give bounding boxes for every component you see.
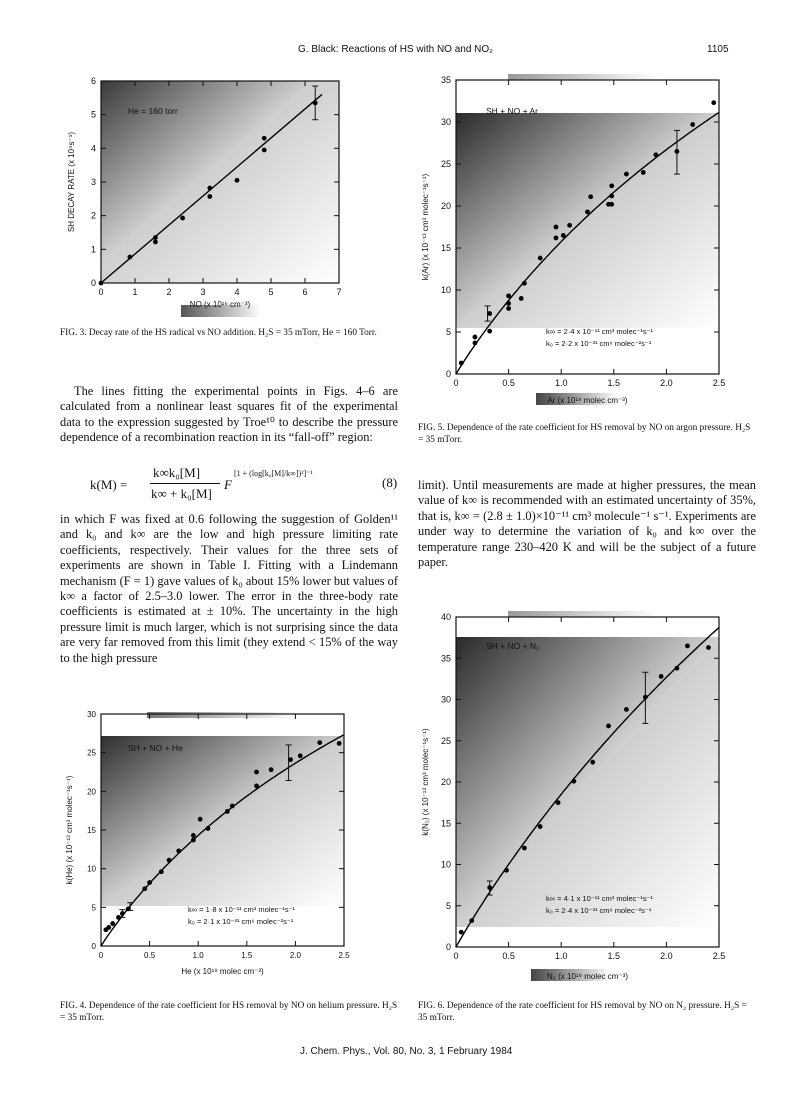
y-tick-label: 15 [440, 818, 451, 829]
data-point [106, 925, 111, 930]
y-tick-label: 20 [440, 201, 451, 211]
y-axis-label: k(N₂) (x 10⁻¹³ cm³ molec⁻¹s⁻¹) [421, 728, 430, 836]
x-tick-label: 6 [302, 287, 308, 297]
data-point [606, 724, 611, 729]
x-tick-label: 2 [166, 287, 172, 297]
x-tick-label: 1.0 [554, 378, 568, 388]
data-point [207, 194, 212, 199]
data-point [675, 666, 680, 671]
y-tick-label: 20 [87, 787, 96, 797]
eq-number: (8) [382, 475, 398, 490]
data-point [191, 833, 196, 838]
data-point [235, 178, 240, 183]
eq-F: F [224, 477, 232, 492]
data-point [167, 858, 172, 863]
y-tick-label: 6 [90, 76, 96, 86]
x-tick-label: 3 [200, 287, 206, 297]
data-point [643, 695, 648, 700]
figure-4-caption: FIG. 4. Dependence of the rate coefficient for HS removal by NO on helium pressure. H₂S = 35 mTorr. [60, 1001, 398, 1023]
series-label: SH + NO + Ar [486, 106, 538, 116]
data-point [269, 767, 274, 772]
data-point [225, 809, 230, 814]
y-tick-label: 0 [91, 942, 96, 951]
series-label: He = 160 torr [128, 106, 178, 116]
x-tick-label: 0 [98, 287, 104, 297]
y-tick-label: 3 [90, 177, 96, 187]
data-point [571, 779, 576, 784]
page-number: 1105 [707, 44, 729, 55]
eq-fraction-bar [150, 483, 220, 484]
y-tick-label: 10 [440, 859, 451, 870]
figure-5-chart [418, 68, 738, 413]
data-point [519, 296, 524, 301]
data-point [561, 233, 566, 238]
data-point [230, 804, 235, 809]
data-point [313, 100, 318, 105]
data-point [609, 194, 614, 199]
y-tick-label: 35 [440, 653, 451, 664]
y-axis-label: k(He) (x 10⁻¹³ cm³ molec⁻¹s⁻¹) [65, 775, 74, 885]
y-tick-label: 35 [440, 75, 451, 85]
data-point [473, 341, 478, 346]
figure-4-chart [60, 706, 360, 986]
data-point [609, 183, 614, 188]
data-point [147, 880, 152, 885]
x-tick-label: 1.0 [192, 951, 204, 960]
y-tick-label: 2 [90, 210, 96, 221]
x-tick-label: 0.5 [502, 951, 515, 961]
data-point [624, 172, 629, 177]
x-tick-label: 0 [453, 378, 459, 388]
y-tick-label: 10 [87, 864, 96, 874]
x-tick-label: 5 [268, 287, 274, 297]
data-point [588, 194, 593, 199]
eq-lhs: k(M) = [90, 477, 128, 492]
data-point [288, 757, 293, 762]
data-point [262, 136, 267, 141]
data-point [337, 741, 342, 746]
data-point [641, 170, 646, 175]
y-tick-label: 40 [440, 612, 451, 622]
y-tick-label: 30 [440, 117, 451, 127]
data-point [659, 674, 664, 679]
data-point [506, 293, 511, 298]
x-tick-label: 0 [98, 951, 104, 960]
data-point [126, 906, 131, 911]
data-point [690, 122, 695, 127]
left-column-text [60, 384, 398, 446]
y-tick-label: 15 [87, 826, 96, 835]
eq-exponent: [1 + (log[k₀[M]/k∞])²]⁻¹ [234, 469, 313, 478]
rate-annotation: k₀ = 2·1 x 10⁻³¹ cm⁶ molec⁻²s⁻¹ [188, 917, 294, 926]
figure-3-chart [60, 68, 360, 318]
data-point [206, 826, 211, 831]
data-point [624, 707, 629, 712]
data-point [504, 868, 509, 873]
data-point [159, 869, 164, 874]
figure-6-chart [418, 605, 738, 990]
x-tick-label: 1.0 [554, 951, 568, 961]
data-point [142, 886, 147, 891]
data-point [110, 921, 115, 926]
data-point [459, 361, 464, 366]
data-point [487, 329, 492, 334]
data-point [191, 838, 196, 843]
x-axis-label: Ar (x 10¹⁹ molec cm⁻³) [547, 396, 628, 405]
y-tick-label: 25 [440, 159, 451, 169]
data-point [198, 817, 203, 822]
data-point [522, 846, 527, 851]
left-column-text-2 [60, 512, 398, 666]
data-point [711, 100, 716, 105]
data-point [506, 306, 511, 311]
data-point [554, 236, 559, 241]
x-tick-label: 2.0 [289, 951, 301, 960]
data-point [675, 149, 680, 154]
y-tick-label: 0 [445, 369, 451, 379]
data-point [99, 281, 104, 286]
x-tick-label: 1.5 [607, 378, 621, 388]
data-point [538, 824, 543, 829]
rate-annotation: k∞ = 1·8 x 10⁻¹¹ cm³ molec⁻¹s⁻¹ [188, 905, 296, 914]
journal-footer: J. Chem. Phys., Vol. 80, No. 3, 1 February 1984 [300, 1046, 513, 1057]
figure-5-caption: FIG. 5. Dependence of the rate coefficient for HS removal by NO on argon pressure. H₂S = 35 mTorr. [418, 423, 751, 445]
data-point [487, 311, 492, 316]
y-tick-label: 1 [90, 244, 96, 255]
running-title: G. Black: Reactions of HS with NO and NO₂ [298, 44, 494, 55]
y-axis-label: SH DECAY RATE (x 10⁴s⁻¹) [67, 131, 76, 233]
data-point [554, 225, 559, 230]
data-point [473, 335, 478, 340]
data-point [153, 235, 158, 240]
data-point [254, 770, 259, 775]
data-point [116, 915, 121, 920]
y-tick-label: 10 [440, 285, 451, 295]
equation-8 [60, 463, 398, 505]
data-point [487, 885, 492, 890]
x-tick-label: 4 [234, 287, 240, 297]
data-point [538, 256, 543, 261]
x-tick-label: 2.5 [712, 378, 726, 388]
series-label: SH + NO + He [128, 743, 183, 753]
eq-denominator: k∞ + k₀[M] [151, 486, 212, 501]
x-tick-label: 2.0 [660, 378, 673, 388]
data-point [706, 645, 711, 650]
data-point [317, 740, 322, 745]
rate-annotation: k∞ = 4·1 x 10⁻¹¹ cm³ molec⁻¹s⁻¹ [546, 894, 654, 903]
series-label: SH + NO + N₂ [486, 641, 540, 651]
data-point [522, 281, 527, 286]
x-tick-label: 1 [132, 287, 138, 297]
x-tick-label: 1.5 [241, 951, 253, 960]
y-tick-label: 25 [440, 735, 451, 746]
data-point [506, 301, 511, 306]
data-point [609, 202, 614, 207]
eq-numerator: k∞k₀[M] [153, 465, 201, 480]
data-point [556, 800, 561, 805]
x-axis-label: NO (x 10¹⁶ cm⁻³) [189, 300, 251, 309]
paragraph-2: in which F was fixed at 0.6 following the suggestion of Golden¹¹ and k₀ and k∞ are the low and high pressure limiting rate coefficients, respectively. Their values for the three sets of experiments are shown in Table I. Fitting with a Lindemann mechanism (F = 1) gave values of k₀ about 15% lower but values of k∞ a factor of 2.5–3.0 lower. The error in the three-body rate coefficients is estimated at ± 10%. The uncertainty in the high pressure limit is much larger, which is not surprising since the data are very far removed from this limit (they extend < 15% of the way to the high pressure [60, 512, 398, 665]
data-point [567, 223, 572, 228]
y-tick-label: 25 [87, 748, 96, 758]
y-tick-label: 4 [90, 143, 96, 154]
paragraph-1: The lines fitting the experimental points in Figs. 4–6 are calculated from a nonlinear least squares fit of the experimental data to the expression suggested by Troe¹⁰ to describe the pressure dependence of a recombination reaction in its “fall-off” region: [60, 384, 398, 445]
data-point [590, 760, 595, 765]
data-point [120, 911, 125, 916]
right-column-text [418, 478, 756, 570]
x-tick-label: 2.5 [338, 951, 350, 960]
x-axis-label: N₂ (x 10¹⁹ molec cm⁻³) [547, 972, 628, 981]
data-point [685, 643, 690, 648]
y-tick-label: 5 [90, 109, 96, 120]
rate-annotation: k₀ = 2·2 x 10⁻³¹ cm⁶ molec⁻²s⁻¹ [546, 339, 652, 348]
x-axis-label: He (x 10¹⁹ molec cm⁻³) [181, 967, 264, 976]
data-point [459, 930, 464, 935]
data-point [298, 753, 303, 758]
x-tick-label: 0 [453, 951, 459, 961]
y-tick-label: 20 [440, 777, 451, 787]
y-tick-label: 5 [445, 327, 451, 337]
rate-annotation: k∞ = 2·4 x 10⁻¹¹ cm³ molec⁻¹s⁻¹ [546, 327, 654, 336]
data-point [469, 918, 474, 923]
data-point [207, 186, 212, 191]
figure-3-caption: FIG. 3. Decay rate of the HS radical vs NO addition. H₂S = 35 mTorr, He = 160 Torr. [60, 328, 377, 338]
x-tick-label: 2.0 [660, 951, 673, 961]
y-tick-label: 0 [90, 278, 96, 288]
data-point [585, 209, 590, 214]
paragraph-3: limit). Until measurements are made at higher pressures, the mean value of k∞ is recommended with an estimated uncertainty of 35%, that is, k∞ = (2.8 ± 1.0)×10⁻¹¹ cm³ molecule⁻¹ s⁻¹. Experiments are under way to determine the variation of k₀ and k∞ over the temperature range 230–420 K and will be the subject of a future paper. [418, 478, 756, 570]
figure-6-caption: FIG. 6. Dependence of the rate coefficient for HS removal by NO on N₂ pressure. H₂S = 35 mTorr. [418, 1001, 747, 1023]
y-tick-label: 30 [87, 710, 96, 719]
x-tick-label: 1.5 [607, 951, 621, 961]
data-point [254, 784, 259, 789]
x-tick-label: 0.5 [502, 378, 515, 388]
x-tick-label: 2.5 [712, 951, 726, 961]
data-point [262, 148, 267, 153]
y-tick-label: 5 [445, 900, 451, 911]
data-point [176, 848, 181, 853]
y-tick-label: 15 [440, 243, 451, 253]
y-tick-label: 30 [440, 694, 451, 705]
rate-annotation: k₀ = 2·4 x 10⁻³¹ cm⁶ molec⁻²s⁻¹ [546, 906, 652, 915]
y-axis-label: k(Ar) (x 10⁻¹³ cm³ molec⁻¹s⁻¹) [421, 173, 430, 281]
y-tick-label: 0 [445, 942, 451, 952]
data-point [180, 216, 185, 221]
data-point [653, 152, 658, 157]
y-tick-label: 5 [91, 903, 96, 913]
x-tick-label: 7 [336, 287, 342, 297]
data-point [128, 255, 133, 260]
data-point [153, 240, 158, 245]
x-tick-label: 0.5 [144, 951, 156, 960]
